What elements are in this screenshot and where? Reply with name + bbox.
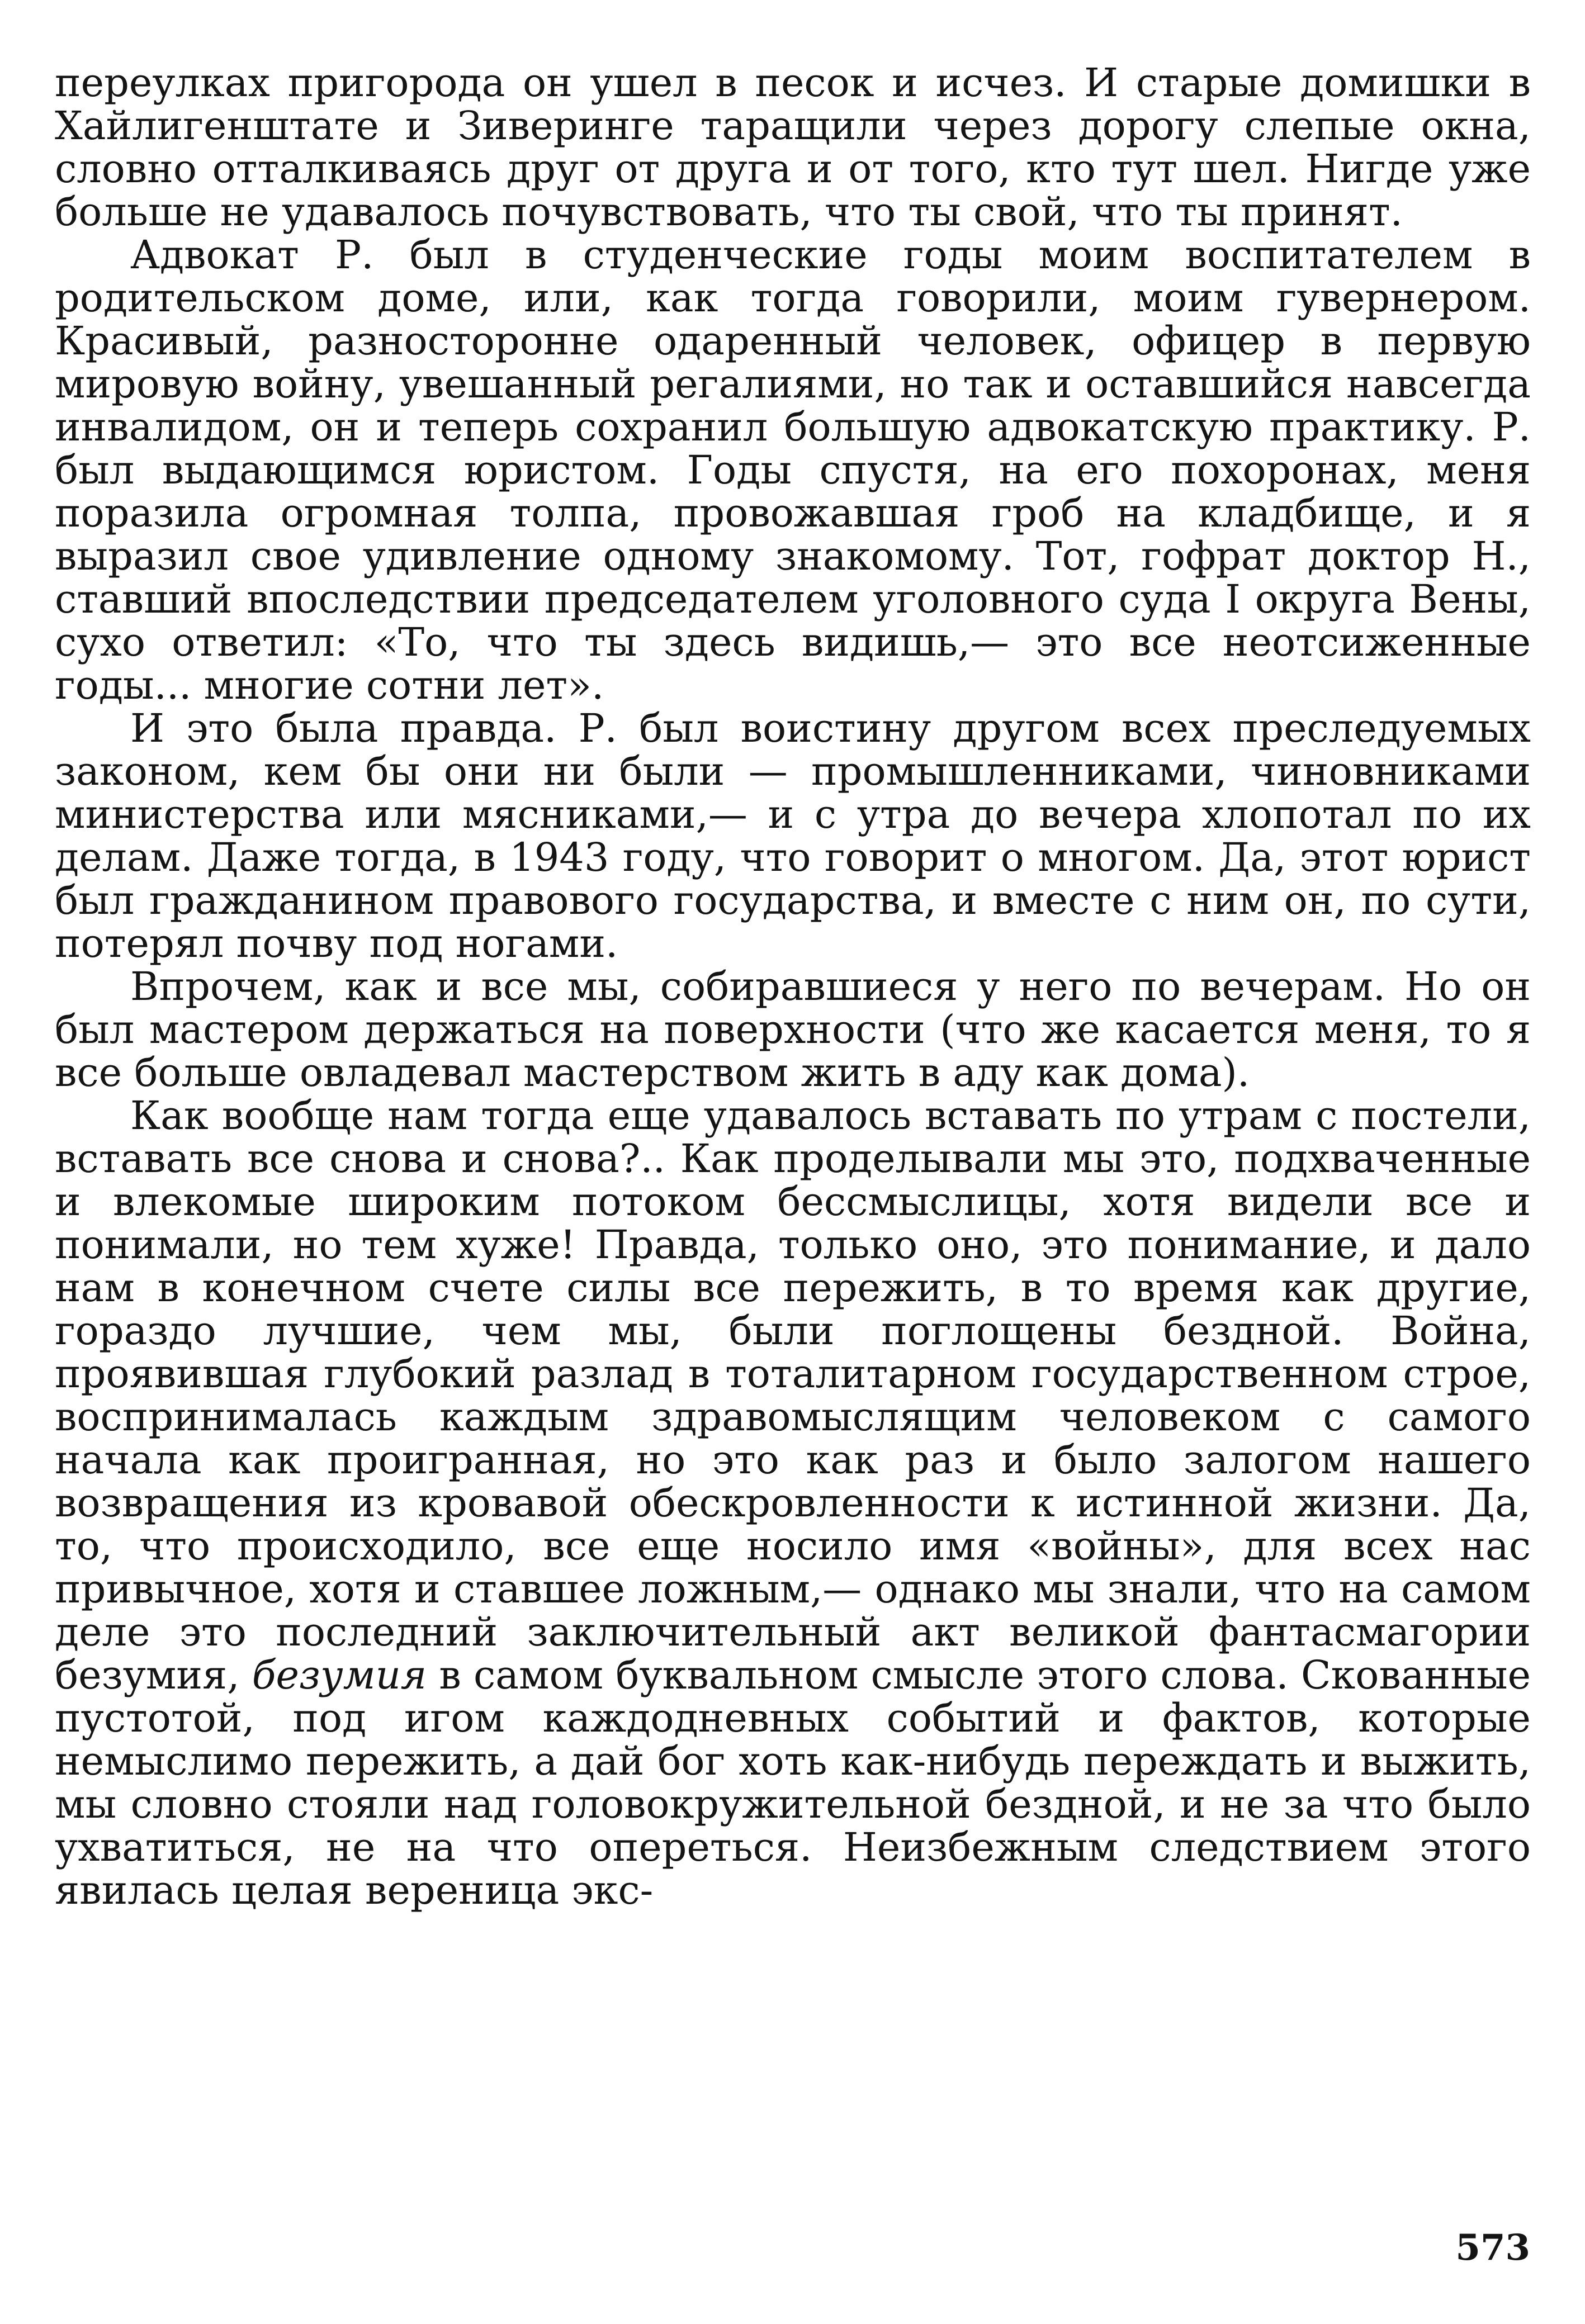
body-text	[55, 61, 1531, 1912]
text-run: И это была правда. Р. был воистину другом всех преследуемых законом, кем бы они ни были — промышленниками, чиновниками министерства или мясниками,— и с утра до вечера хлопотал по их делам. Даже тогда, в 1943 году, что говорит о многом. Да, этот юрист был гражданином правового государства, и вместе с ним он, по сути, потерял почву под ногами.	[55, 705, 1531, 966]
text-run: переулках пригорода он ушел в песок и исчез. И старые домишки в Хайлигенштате и Зиверинге таращили через дорогу слепые окна, словно отталкиваясь друг от друга и от того, кто тут шел. Нигде уже больше не удавалось почувствовать, что ты свой, что ты принят.	[55, 60, 1531, 235]
paragraph	[55, 61, 1531, 234]
page-number: 573	[1455, 2227, 1530, 2269]
paragraph	[55, 234, 1531, 707]
paragraph	[55, 965, 1531, 1094]
text-run: Впрочем, как и все мы, собиравшиеся у него по вечерам. Но он был мастером держаться на поверхности (что же касается меня, то я все больше овладевал мастерством жить в аду как дома).	[55, 964, 1531, 1095]
text-run: Адвокат Р. был в студенческие годы моим воспитателем в родительском доме, или, как тогда говорили, моим гувернером. Красивый, разносторонне одаренный человек, офицер в первую мировую войну, увешанный регалиями, но так и оставшийся навсегда инвалидом, он и теперь сохранил большую адвокатскую практику. Р. был выдающимся юристом. Годы спустя, на его похоронах, меня поразила огромная толпа, провожавшая гроб на кладбище, и я выразил свое удивление одному знакомому. Тот, гофрат доктор Н., ставший впоследствии председателем уголовного суда I округа Вены, сухо ответил: «То, что ты здесь видишь,— это все неотсиженные годы... многие сотни лет».	[55, 232, 1531, 708]
text-run: Как вообще нам тогда еще удавалось вставать по утрам с постели, вставать все снова и снова?.. Как проделывали мы это, подхваченные и влекомые широким потоком бессмыслицы, хотя видели все и понимали, но тем хуже! Правда, только оно, это понимание, и дало нам в конечном счете силы все пережить, в то время как другие, гораздо лучшие, чем мы, были поглощены бездной. Война, проявившая глубокий разлад в тоталитарном государственном строе, воспринималась каждым здравомыслящим человеком с самого начала как проигранная, но это как раз и было залогом нашего возвращения из кровавой обескровленности к истинной жизни. Да, то, что происходило, все еще носило имя «войны», для всех нас привычное, хотя и ставшее ложным,— однако мы знали, что на самом деле это последний заключительный акт великой фантасмагории безумия,	[55, 1093, 1531, 1698]
paragraph	[55, 1094, 1531, 1912]
paragraph	[55, 707, 1531, 965]
emphasized-text: безумия	[252, 1652, 427, 1698]
text-run: в самом буквальном смысле этого слова. Скованные пустотой, под игом каждодневных событий и фактов, которые немыслимо пережить, а дай бог хоть как-нибудь переждать и выжить, мы словно стояли над головокружительной бездной, и не за что было ухватиться, не на что опереться. Неизбежным следствием этого явилась целая вереница экс-	[55, 1652, 1531, 1913]
